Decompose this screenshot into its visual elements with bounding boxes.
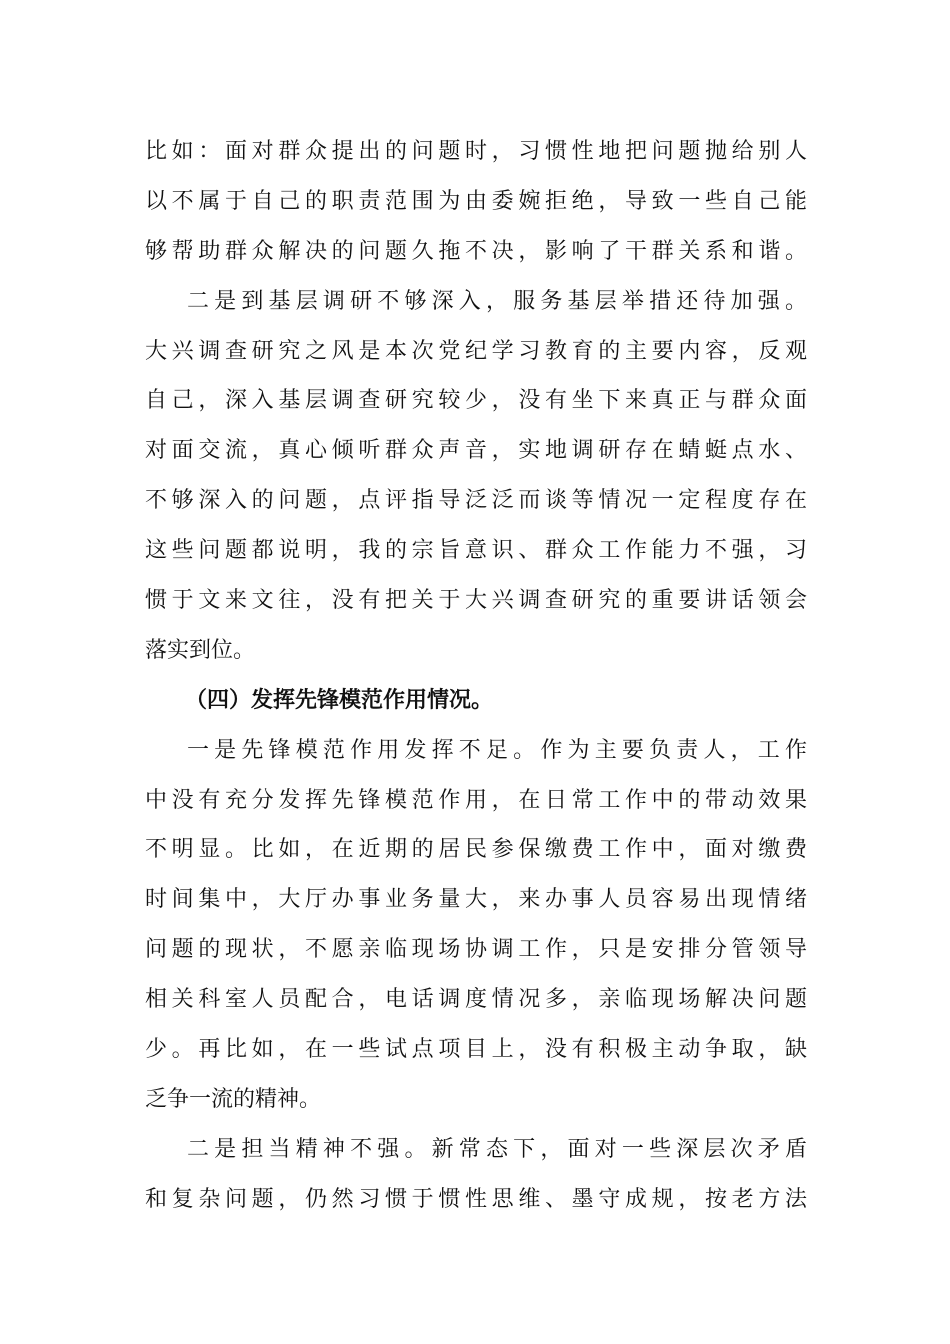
text-line: 够帮助群众解决的问题久拖不决，影响了干群关系和谐。 bbox=[145, 238, 807, 264]
text-line: 乏争一流的精神。 bbox=[145, 1086, 322, 1112]
text-line: 惯于文来文往，没有把关于大兴调查研究的重要讲话领会 bbox=[145, 588, 807, 614]
document-page bbox=[145, 127, 807, 1225]
text-line: 大兴调查研究之风是本次党纪学习教育的主要内容，反观 bbox=[145, 338, 807, 364]
text-line: 一是先锋模范作用发挥不足。作为主要负责人，工作 bbox=[187, 737, 807, 763]
text-line: 相关科室人员配合，电话调度情况多，亲临现场解决问题 bbox=[145, 987, 807, 1013]
text-line: 以不属于自己的职责范围为由委婉拒绝，导致一些自己能 bbox=[145, 188, 807, 214]
text-line: 中没有充分发挥先锋模范作用，在日常工作中的带动效果 bbox=[145, 787, 807, 813]
text-line: 不明显。比如，在近期的居民参保缴费工作中，面对缴费 bbox=[145, 837, 807, 863]
text-line: 不够深入的问题，点评指导泛泛而谈等情况一定程度存在 bbox=[145, 488, 807, 514]
text-line: 和复杂问题，仍然习惯于惯性思维、墨守成规，按老方法 bbox=[145, 1186, 807, 1212]
text-line: 时间集中，大厅办事业务量大，来办事人员容易出现情绪 bbox=[145, 887, 807, 913]
text-line: 问题的现状，不愿亲临现场协调工作，只是安排分管领导 bbox=[145, 937, 807, 963]
text-line: 二是到基层调研不够深入，服务基层举措还待加强。 bbox=[187, 288, 807, 314]
text-line: 少。再比如，在一些试点项目上，没有积极主动争取，缺 bbox=[145, 1037, 807, 1063]
text-line: 比如：面对群众提出的问题时，习惯性地把问题抛给别人 bbox=[145, 139, 807, 164]
text-line: 这些问题都说明，我的宗旨意识、群众工作能力不强，习 bbox=[145, 538, 807, 564]
text-line: 落实到位。 bbox=[145, 637, 256, 663]
section-heading: （四）发挥先锋模范作用情况。 bbox=[185, 687, 494, 713]
text-line: 对面交流，真心倾听群众声音，实地调研存在蜻蜓点水、 bbox=[145, 438, 807, 464]
text-line: 二是担当精神不强。新常态下，面对一些深层次矛盾 bbox=[187, 1136, 807, 1162]
text-line: 自己，深入基层调查研究较少，没有坐下来真正与群众面 bbox=[145, 388, 807, 414]
